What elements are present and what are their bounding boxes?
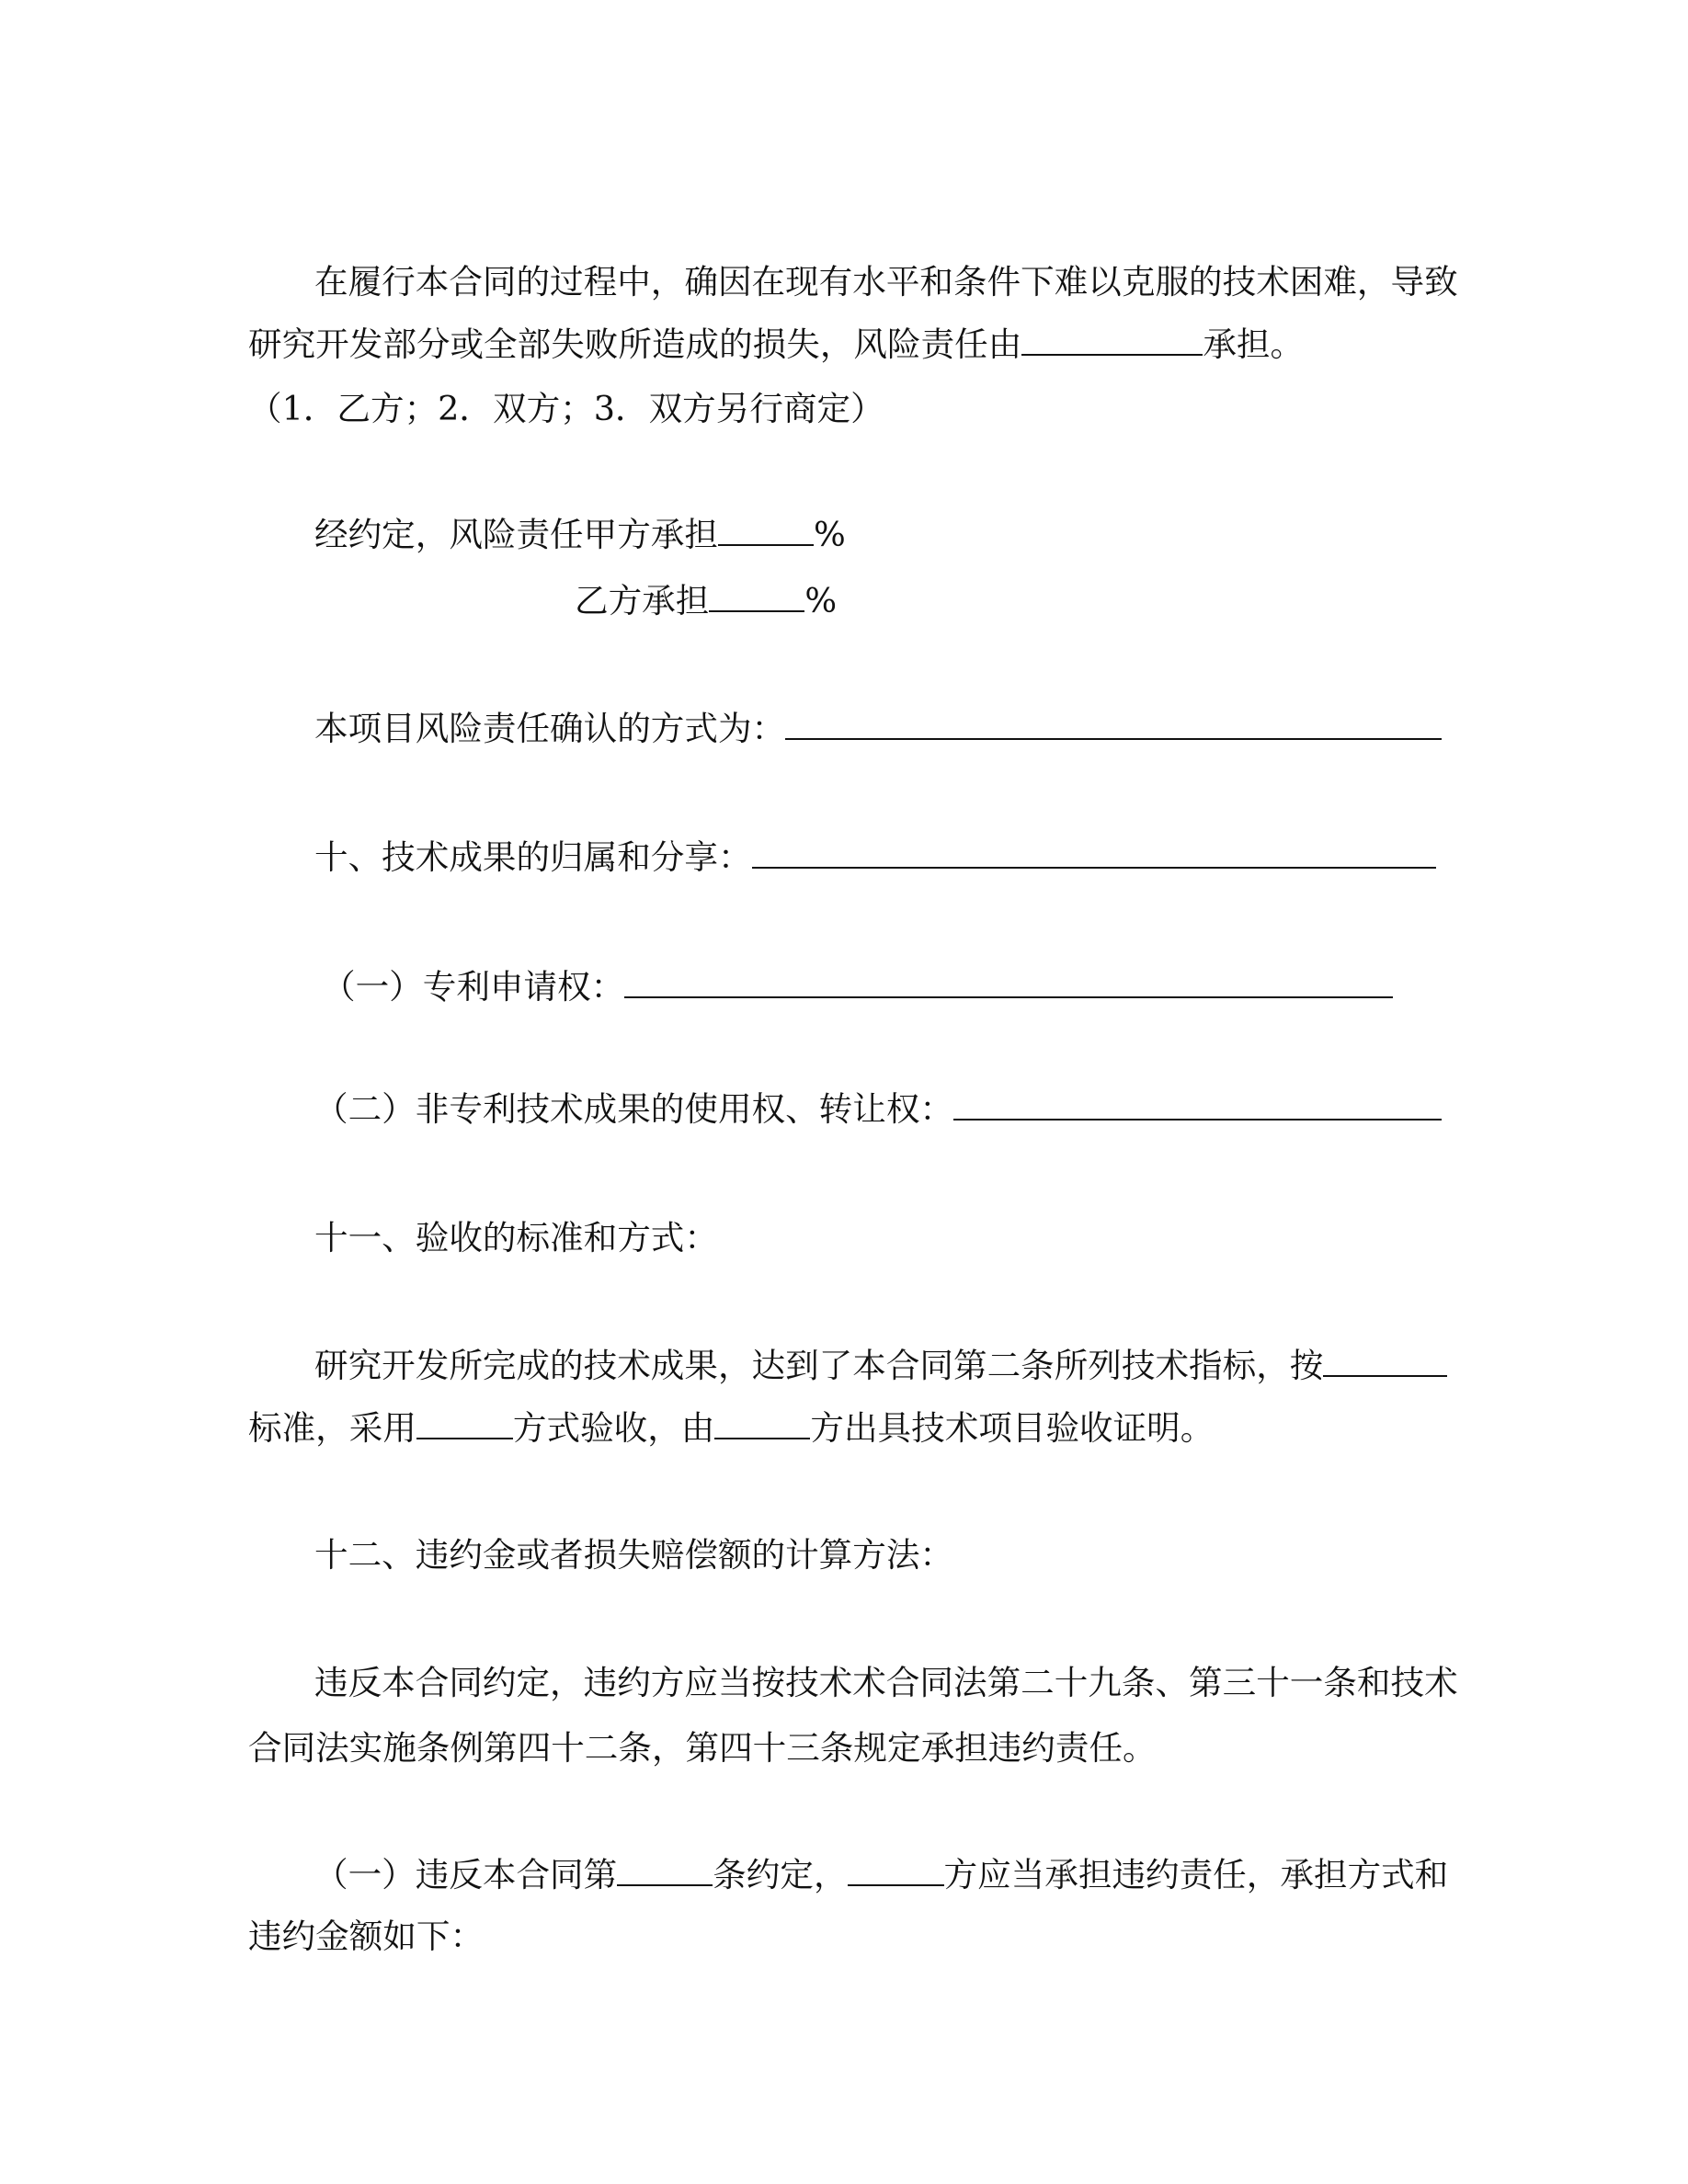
text: 承担。 (1203, 324, 1305, 364)
text: 本项目风险责任确认的方式为： (314, 709, 786, 748)
fill-blank-non-patent-right[interactable] (953, 1091, 1442, 1120)
paragraph-line (248, 1409, 1214, 1448)
text: 乙方承担 (575, 581, 710, 620)
text: 经约定，风险责任甲方承担 (314, 515, 718, 554)
text: 十、技术成果的归属和分享： (314, 837, 752, 877)
percent-sign: % (813, 515, 846, 554)
text: （二）非专利技术成果的使用权、转让权： (314, 1089, 953, 1129)
paragraph-line (314, 1664, 1458, 1702)
percent-sign: % (804, 581, 838, 620)
text: （一）违反本合同第 (314, 1855, 618, 1894)
section-heading (314, 1536, 953, 1575)
text: 合同法实施条例第四十二条，第四十三条规定承担违约责任。 (248, 1728, 1157, 1768)
paragraph-line (314, 1856, 1448, 1894)
fill-blank-acceptance-method[interactable] (416, 1410, 513, 1439)
paragraph-line (314, 516, 846, 554)
section-heading (314, 838, 1436, 877)
text: 研究开发所完成的技术成果，达到了本合同第二条所列技术指标，按 (314, 1346, 1324, 1385)
paragraph-line (248, 1917, 484, 1956)
paragraph-line (248, 1729, 1157, 1768)
section-heading (314, 1219, 718, 1257)
text: 方式验收，由 (512, 1408, 715, 1448)
fill-blank-article-number[interactable] (617, 1857, 713, 1886)
text: 标准，采用 (248, 1408, 416, 1448)
paragraph-line (575, 582, 837, 620)
paragraph-line (314, 263, 1458, 301)
fill-blank-standard[interactable] (1323, 1348, 1447, 1377)
paragraph-line (322, 968, 1393, 1007)
text: （一）专利申请权： (322, 967, 625, 1007)
paragraph-line (314, 1347, 1447, 1385)
options-line (248, 390, 884, 428)
text: 十一、验收的标准和方式： (314, 1218, 718, 1257)
text: 研究开发部分或全部失败所造成的损失，风险责任由 (248, 324, 1022, 364)
fill-blank-patent-right[interactable] (624, 969, 1393, 998)
paragraph-line (248, 325, 1304, 364)
fill-blank-certifying-party[interactable] (714, 1410, 810, 1439)
fill-blank-breaching-party[interactable] (848, 1857, 944, 1886)
text: 方出具技术项目验收证明。 (810, 1408, 1215, 1448)
text: 条约定， (713, 1855, 848, 1894)
fill-blank-party-b-percent[interactable] (709, 583, 804, 612)
text: 方应当承担违约责任，承担方式和 (943, 1855, 1449, 1894)
text: 违反本合同约定，违约方应当按技术术合同法第二十九条、第三十一条和技术 (314, 1663, 1458, 1702)
text: 在履行本合同的过程中，确因在现有水平和条件下难以克服的技术困难，导致 (314, 262, 1458, 301)
fill-blank-risk-party[interactable] (1021, 326, 1203, 356)
text: （1．乙方；2．双方；3．双方另行商定） (248, 389, 884, 428)
text: 违约金额如下： (248, 1917, 485, 1956)
fill-blank-achievement[interactable] (752, 839, 1436, 869)
text: 十二、违约金或者损失赔偿额的计算方法： (314, 1535, 953, 1575)
paragraph-line (314, 1090, 1442, 1129)
fill-blank-party-a-percent[interactable] (718, 517, 814, 546)
fill-blank-confirm-method[interactable] (785, 711, 1442, 740)
paragraph-line (314, 710, 1442, 748)
